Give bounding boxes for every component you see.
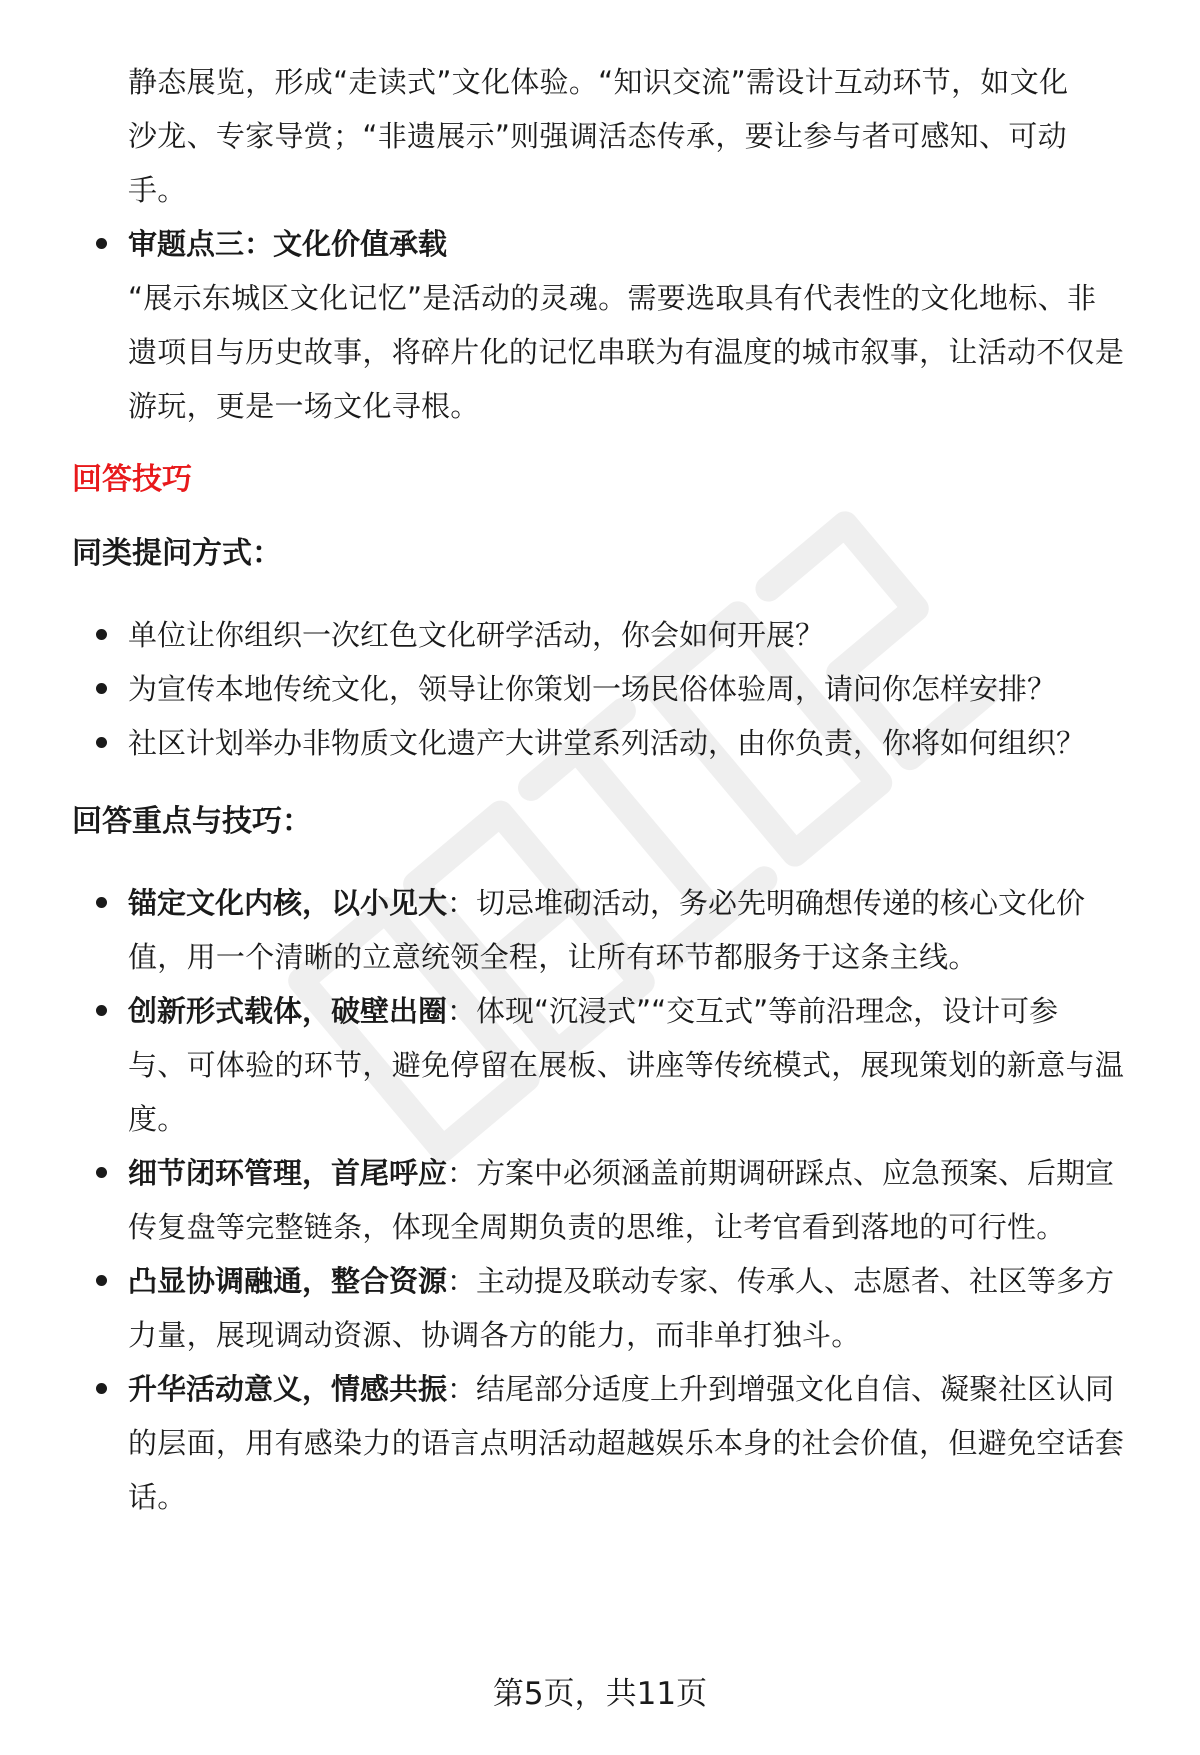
tip-3-line-1: ：方案中必须涵盖前期调研踩点、应急预案、后期宣: [447, 1156, 1115, 1190]
similar-question-1: 单位让你组织一次红色文化研学活动，你会如何开展？: [128, 618, 825, 652]
intro-line-1: 静态展览，形成“走读式”文化体验。“知识交流”需设计互动环节，如文化: [128, 65, 1069, 99]
similar-question-2: 为宣传本地传统文化，领导让你策划一场民俗体验周，请问你怎样安排？: [128, 672, 1057, 706]
tip-2-line-2: 与、可体验的环节，避免停留在展板、讲座等传统模式，展现策划的新意与温: [128, 1048, 1125, 1082]
tip-5-head: 升华活动意义，情感共振: [128, 1372, 448, 1406]
similar-questions-heading: 同类提问方式：: [72, 536, 282, 571]
point3-line-3: 游玩，更是一场文化寻根。: [128, 389, 480, 423]
similar-question-3: 社区计划举办非物质文化遗产大讲堂系列活动，由你负责，你将如何组织？: [128, 726, 1086, 760]
bullet-icon: [96, 683, 107, 694]
tip-1-line-1: ：切忌堆砌活动，务必先明确想传递的核心文化价: [447, 886, 1086, 920]
bullet-icon: [96, 1005, 107, 1016]
list-item: [96, 1251, 1146, 1311]
bullet-icon: [96, 1275, 107, 1286]
bullet-icon: [96, 737, 107, 748]
bullet-icon: [96, 629, 107, 640]
point3-line-2: 遗项目与历史故事，将碎片化的记忆串联为有温度的城市叙事，让活动不仅是: [128, 335, 1125, 369]
tip-5-line-1: ：结尾部分适度上升到增强文化自信、凝聚社区认同: [447, 1372, 1115, 1406]
tip-2-line-1: ：体现“沉浸式”“交互式”等前沿理念，设计可参: [447, 994, 1059, 1028]
bullet-icon: [96, 1167, 107, 1178]
point3-line-1: “展示东城区文化记忆”是活动的灵魂。需要选取具有代表性的文化地标、非: [128, 281, 1097, 315]
intro-line-2: 沙龙、专家导赏；“非遗展示”则强调活态传承，要让参与者可感知、可动: [128, 119, 1067, 153]
list-item: [96, 214, 1146, 274]
tip-2-line-3: 度。: [128, 1102, 187, 1136]
tip-1-head: 锚定文化内核，以小见大: [128, 886, 448, 920]
tip-4-line-2: 力量，展现调动资源、协调各方的能力，而非单打独斗。: [128, 1318, 861, 1352]
tip-5-line-2: 的层面，用有感染力的语言点明活动超越娱乐本身的社会价值，但避免空话套: [128, 1426, 1125, 1460]
list-item: [96, 1143, 1146, 1203]
list-item: [96, 605, 1146, 665]
tip-3-head: 细节闭环管理，首尾呼应: [128, 1156, 448, 1190]
list-item: [96, 659, 1146, 719]
list-item: [96, 713, 1146, 773]
bullet-icon: [96, 1383, 107, 1394]
tip-4-head: 凸显协调融通，整合资源: [128, 1264, 448, 1298]
tip-2-head: 创新形式载体，破壁出圈: [128, 994, 448, 1028]
section-heading: 回答技巧: [72, 462, 192, 497]
list-item: [96, 981, 1146, 1041]
tip-4-line-1: ：主动提及联动专家、传承人、志愿者、社区等多方: [447, 1264, 1115, 1298]
bullet-icon: [96, 897, 107, 908]
tip-1-line-2: 值，用一个清晰的立意统领全程，让所有环节都服务于这条主线。: [128, 940, 978, 974]
list-item: [96, 1359, 1146, 1419]
point3-title: 审题点三：文化价值承载: [128, 227, 448, 261]
list-item: [96, 873, 1146, 933]
bullet-icon: [96, 238, 107, 249]
intro-line-3: 手。: [128, 173, 187, 207]
tip-5-line-3: 话。: [128, 1480, 187, 1514]
tip-3-line-2: 传复盘等完整链条，体现全周期负责的思维，让考官看到落地的可行性。: [128, 1210, 1066, 1244]
tips-heading: 回答重点与技巧：: [72, 804, 312, 839]
page-number: 第5页，共11页: [492, 1676, 708, 1712]
